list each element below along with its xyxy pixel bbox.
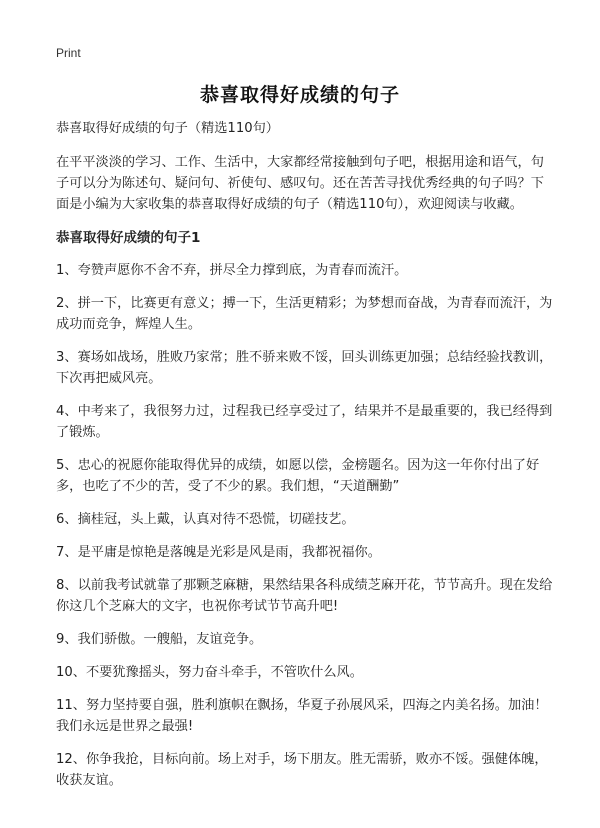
intro-paragraph: 在平平淡淡的学习、工作、生活中，大家都经常接触到句子吧，根据用途和语气，句子可以分为陈述句、疑问句、祈使句、感叹句。还在苦苦寻找优秀经典的句子吗？下面是小编为大家收集的恭喜取得好成绩的句子（精选110句），欢迎阅读与收藏。 [56, 155, 544, 212]
list-item: 6、摘桂冠，头上戴，认真对待不恐慌，切磋技艺。 [56, 512, 355, 527]
list-item: 5、忠心的祝愿你能取得优异的成绩，如愿以偿，金榜题名。因为这一年你付出了好多，也吃了不少的苦，受了不少的累。我们想，“天道酬勤” [56, 458, 540, 494]
list-item: 2、拼一下，比赛更有意义；搏一下，生活更精彩；为梦想而奋战，为青春而流汗，为成功而竞争，辉煌人生。 [56, 296, 553, 332]
list-item: 3、赛场如战场，胜败乃家常；胜不骄来败不馁，回头训练更加强；总结经验找教训，下次再把威风亮。 [56, 350, 553, 386]
list-item: 7、是平庸是惊艳是落魄是光彩是风是雨，我都祝福你。 [56, 545, 381, 560]
list-item: 11、努力坚持要自强，胜利旗帜在飘扬，华夏子孙展风采，四海之内美名扬。加油！我们永远是世界之最强! [56, 698, 548, 734]
print-link[interactable]: Print [56, 46, 81, 60]
list-item: 1、夸赞声愿你不舍不弃，拼尽全力撑到底，为青春而流汗。 [56, 263, 408, 278]
list-item: 4、中考来了，我很努力过，过程我已经享受过了，结果并不是最重要的，我已经得到了锻炼。 [56, 404, 553, 440]
article-subtitle: 恭喜取得好成绩的句子（精选110句） [56, 121, 279, 136]
section-heading: 恭喜取得好成绩的句子1 [56, 230, 201, 246]
list-item: 12、你争我抢，目标向前。场上对手，场下朋友。胜无需骄，败亦不馁。强健体魄，收获友谊。 [56, 752, 548, 788]
list-item: 9、我们骄傲。一艘船，友谊竞争。 [56, 632, 263, 647]
list-item: 10、不要犹豫摇头，努力奋斗牵手，不管吹什么风。 [56, 665, 363, 680]
page-title: 恭喜取得好成绩的句子 [199, 84, 400, 106]
list-item: 8、以前我考试就靠了那颗芝麻糖，果然结果各科成绩芝麻开花，节节高升。现在发给你这几个芝麻大的文字，也祝你考试节节高升吧! [56, 578, 553, 614]
article-body [56, 118, 554, 803]
